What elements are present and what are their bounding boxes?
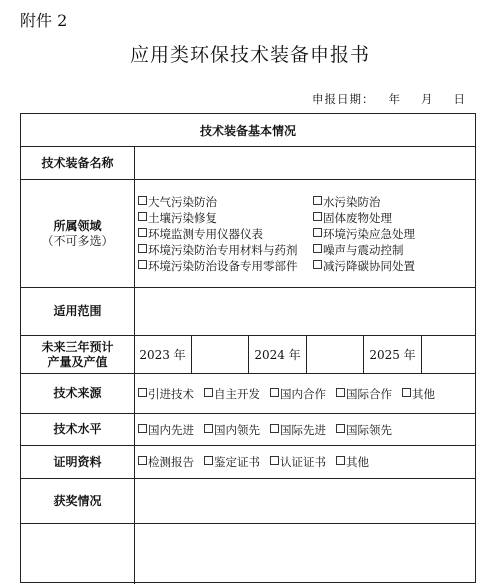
domain-option-label: 减污降碳协同处置 <box>323 258 415 273</box>
checkbox-icon[interactable] <box>313 260 322 269</box>
domain-option-label: 固体废物处理 <box>323 210 392 225</box>
checkbox-icon[interactable] <box>204 456 213 465</box>
domain-option-label: 大气污染防治 <box>148 194 217 209</box>
year-2024-label: 2024 年 <box>249 336 307 373</box>
checkbox-icon[interactable] <box>313 244 322 253</box>
checkbox-icon[interactable] <box>138 424 147 433</box>
domain-option-label: 环境污染应急处理 <box>323 226 415 241</box>
proof-options <box>138 446 471 478</box>
equipment-name-field[interactable] <box>138 147 471 179</box>
source-label: 技术来源 <box>21 374 135 413</box>
level-option[interactable] <box>204 422 260 438</box>
domain-option[interactable] <box>138 210 313 226</box>
level-option[interactable] <box>336 422 392 438</box>
checkbox-icon[interactable] <box>313 212 322 221</box>
scope-field[interactable] <box>138 288 471 335</box>
scope-label: 适用范围 <box>21 288 135 335</box>
checkbox-icon[interactable] <box>270 456 279 465</box>
checkbox-icon[interactable] <box>336 456 345 465</box>
domain-option-label: 水污染防治 <box>323 194 381 209</box>
domain-option[interactable] <box>138 226 313 242</box>
row-extra <box>21 524 475 584</box>
source-option[interactable] <box>336 386 392 402</box>
date-year: 年 <box>388 92 401 106</box>
row-source <box>21 374 475 414</box>
checkbox-icon[interactable] <box>204 424 213 433</box>
date-month: 月 <box>421 92 434 106</box>
proof-option[interactable] <box>204 454 260 470</box>
proof-label: 证明资料 <box>21 446 135 478</box>
year-2025-label: 2025 年 <box>364 336 422 373</box>
section-title: 技术装备基本情况 <box>21 114 475 147</box>
forecast-label-line2: 产量及产值 <box>47 354 108 369</box>
source-option-label: 国际合作 <box>346 386 392 401</box>
application-date <box>312 91 466 107</box>
checkbox-icon[interactable] <box>138 212 147 221</box>
checkbox-icon[interactable] <box>402 388 411 397</box>
domain-option[interactable] <box>138 258 313 274</box>
row-level <box>21 414 475 446</box>
page-title: 应用类环保技术装备申报书 <box>129 44 370 66</box>
source-option[interactable] <box>138 386 194 402</box>
award-field[interactable] <box>138 479 471 523</box>
domain-label-note: （不可多选） <box>41 233 114 248</box>
domain-option-label: 环境监测专用仪器仪表 <box>148 226 263 241</box>
attachment-number: 附件 2 <box>20 11 68 30</box>
source-option[interactable] <box>204 386 260 402</box>
source-option-label: 国内合作 <box>280 386 326 401</box>
checkbox-icon[interactable] <box>270 388 279 397</box>
proof-option-label: 鉴定证书 <box>214 455 260 469</box>
extra-field[interactable] <box>138 524 471 584</box>
checkbox-icon[interactable] <box>138 260 147 269</box>
domain-option[interactable] <box>138 242 313 258</box>
level-option[interactable] <box>138 422 194 438</box>
proof-option-label: 检测报告 <box>148 455 194 469</box>
award-label: 获奖情况 <box>21 479 135 523</box>
extra-label <box>21 524 135 584</box>
forecast-label-line1: 未来三年预计 <box>41 339 114 354</box>
row-award <box>21 479 475 524</box>
level-option-label: 国际领先 <box>346 422 392 437</box>
level-option-label: 国内先进 <box>148 422 194 437</box>
row-domain <box>21 180 475 288</box>
proof-option[interactable] <box>336 454 369 470</box>
level-option[interactable] <box>270 422 326 438</box>
domain-option[interactable] <box>313 242 463 258</box>
level-label: 技术水平 <box>21 414 135 445</box>
row-proof <box>21 446 475 479</box>
checkbox-icon[interactable] <box>204 388 213 397</box>
domain-option[interactable] <box>138 194 313 210</box>
domain-option[interactable] <box>313 226 463 242</box>
domain-label-main: 所属领域 <box>53 218 102 233</box>
proof-option[interactable] <box>138 454 194 470</box>
year-2023-label: 2023 年 <box>134 336 192 373</box>
application-form <box>20 113 476 583</box>
year-2025-value[interactable] <box>422 336 476 373</box>
checkbox-icon[interactable] <box>313 228 322 237</box>
domain-option[interactable] <box>313 258 463 274</box>
checkbox-icon[interactable] <box>138 244 147 253</box>
domain-option[interactable] <box>313 210 463 226</box>
domain-option-label: 土壤污染修复 <box>148 210 217 225</box>
checkbox-icon[interactable] <box>138 388 147 397</box>
source-option[interactable] <box>402 386 435 402</box>
source-option[interactable] <box>270 386 326 402</box>
checkbox-icon[interactable] <box>336 424 345 433</box>
source-option-label: 其他 <box>412 386 435 401</box>
date-day: 日 <box>453 92 466 106</box>
domain-option-label: 噪声与震动控制 <box>323 242 404 257</box>
date-label: 申报日期： <box>312 92 375 106</box>
domain-label <box>21 180 135 287</box>
source-option-label: 自主开发 <box>214 386 260 401</box>
year-2024-value[interactable] <box>307 336 364 373</box>
level-options <box>138 414 471 445</box>
domain-option-label: 环境污染防治专用材料与药剂 <box>148 242 298 257</box>
row-scope <box>21 288 475 336</box>
domain-option-label: 环境污染防治设备专用零部件 <box>148 258 298 273</box>
year-2023-value[interactable] <box>192 336 249 373</box>
level-option-label: 国际先进 <box>280 422 326 437</box>
domain-options <box>138 180 471 287</box>
forecast-label <box>21 336 135 373</box>
checkbox-icon[interactable] <box>138 196 147 205</box>
equipment-name-label: 技术装备名称 <box>21 147 135 179</box>
proof-option-label: 认证证书 <box>280 455 326 469</box>
checkbox-icon[interactable] <box>270 424 279 433</box>
checkbox-icon[interactable] <box>138 456 147 465</box>
source-option-label: 引进技术 <box>148 386 194 401</box>
row-equipment-name <box>21 147 475 180</box>
proof-option-label: 其他 <box>346 455 369 469</box>
domain-option[interactable] <box>313 194 463 210</box>
source-options <box>138 374 471 413</box>
checkbox-icon[interactable] <box>138 228 147 237</box>
proof-option[interactable] <box>270 454 326 470</box>
row-forecast <box>21 336 475 374</box>
checkbox-icon[interactable] <box>313 196 322 205</box>
checkbox-icon[interactable] <box>336 388 345 397</box>
level-option-label: 国内领先 <box>214 422 260 437</box>
